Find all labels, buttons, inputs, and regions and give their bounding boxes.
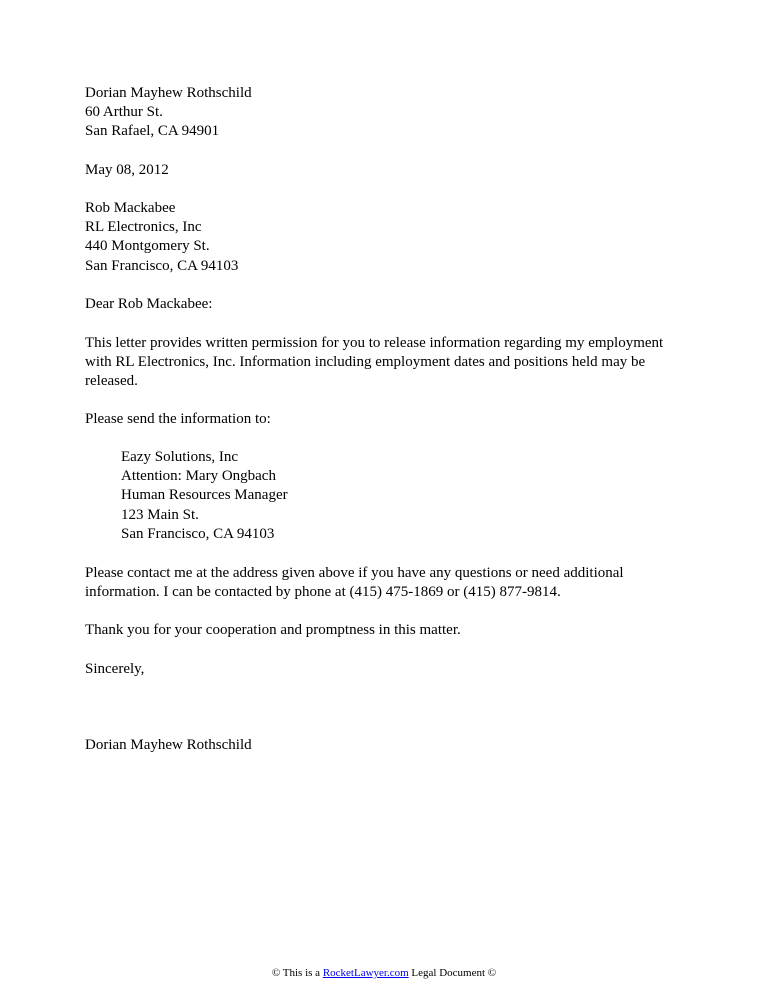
sender-name: Dorian Mayhew Rothschild [85,85,252,101]
paragraph-permission [85,334,685,392]
send-to-city-line: San Francisco, CA 94103 [121,525,275,542]
paragraph-line: with RL Electronics, Inc. Information including employment dates and positions held may be [85,354,646,371]
salutation: Dear Rob Mackabee: [85,296,213,312]
send-to-street: 123 Main St. [121,506,199,523]
paragraph-line: This letter provides written permission for you to release information regarding my employment [85,335,664,351]
sender-street: 60 Arthur St. [85,104,163,121]
paragraph-line: released. [85,373,138,390]
send-to-address [121,448,721,544]
paragraph-line: Please contact me at the address given above if you have any questions or need additional [85,565,624,581]
signature-block [85,736,685,755]
send-to-title: Human Resources Manager [121,487,288,504]
send-to-intro: Please send the information to: [85,411,271,427]
sender-address [85,84,685,142]
send-to-attention: Attention: Mary Ongbach [121,468,276,485]
recipient-company: RL Electronics, Inc [85,219,202,236]
sender-city-line: San Rafael, CA 94901 [85,123,220,140]
footer [0,965,768,981]
paragraph-send-to-intro [85,410,685,429]
letter-date-block [85,161,685,180]
footer-suffix: Legal Document © [408,967,497,979]
salutation-block [85,295,685,314]
recipient-street: 440 Montgomery St. [85,238,210,255]
recipient-name: Rob Mackabee [85,200,176,216]
rocketlawyer-link[interactable]: RocketLawyer.com [322,967,409,979]
paragraph-thanks [85,621,685,640]
paragraph-contact [85,564,685,602]
recipient-address [85,199,685,276]
letter-date: May 08, 2012 [85,162,169,178]
thanks-text: Thank you for your cooperation and promptness in this matter. [85,622,461,638]
closing-block [85,660,685,679]
closing: Sincerely, [85,661,145,677]
recipient-city-line: San Francisco, CA 94103 [85,257,239,274]
paragraph-line: information. I can be contacted by phone at (415) 475-1869 or (415) 877-9814. [85,584,561,601]
send-to-company: Eazy Solutions, Inc [121,449,239,465]
signature-name: Dorian Mayhew Rothschild [85,737,252,753]
footer-prefix: © This is a [271,967,323,979]
